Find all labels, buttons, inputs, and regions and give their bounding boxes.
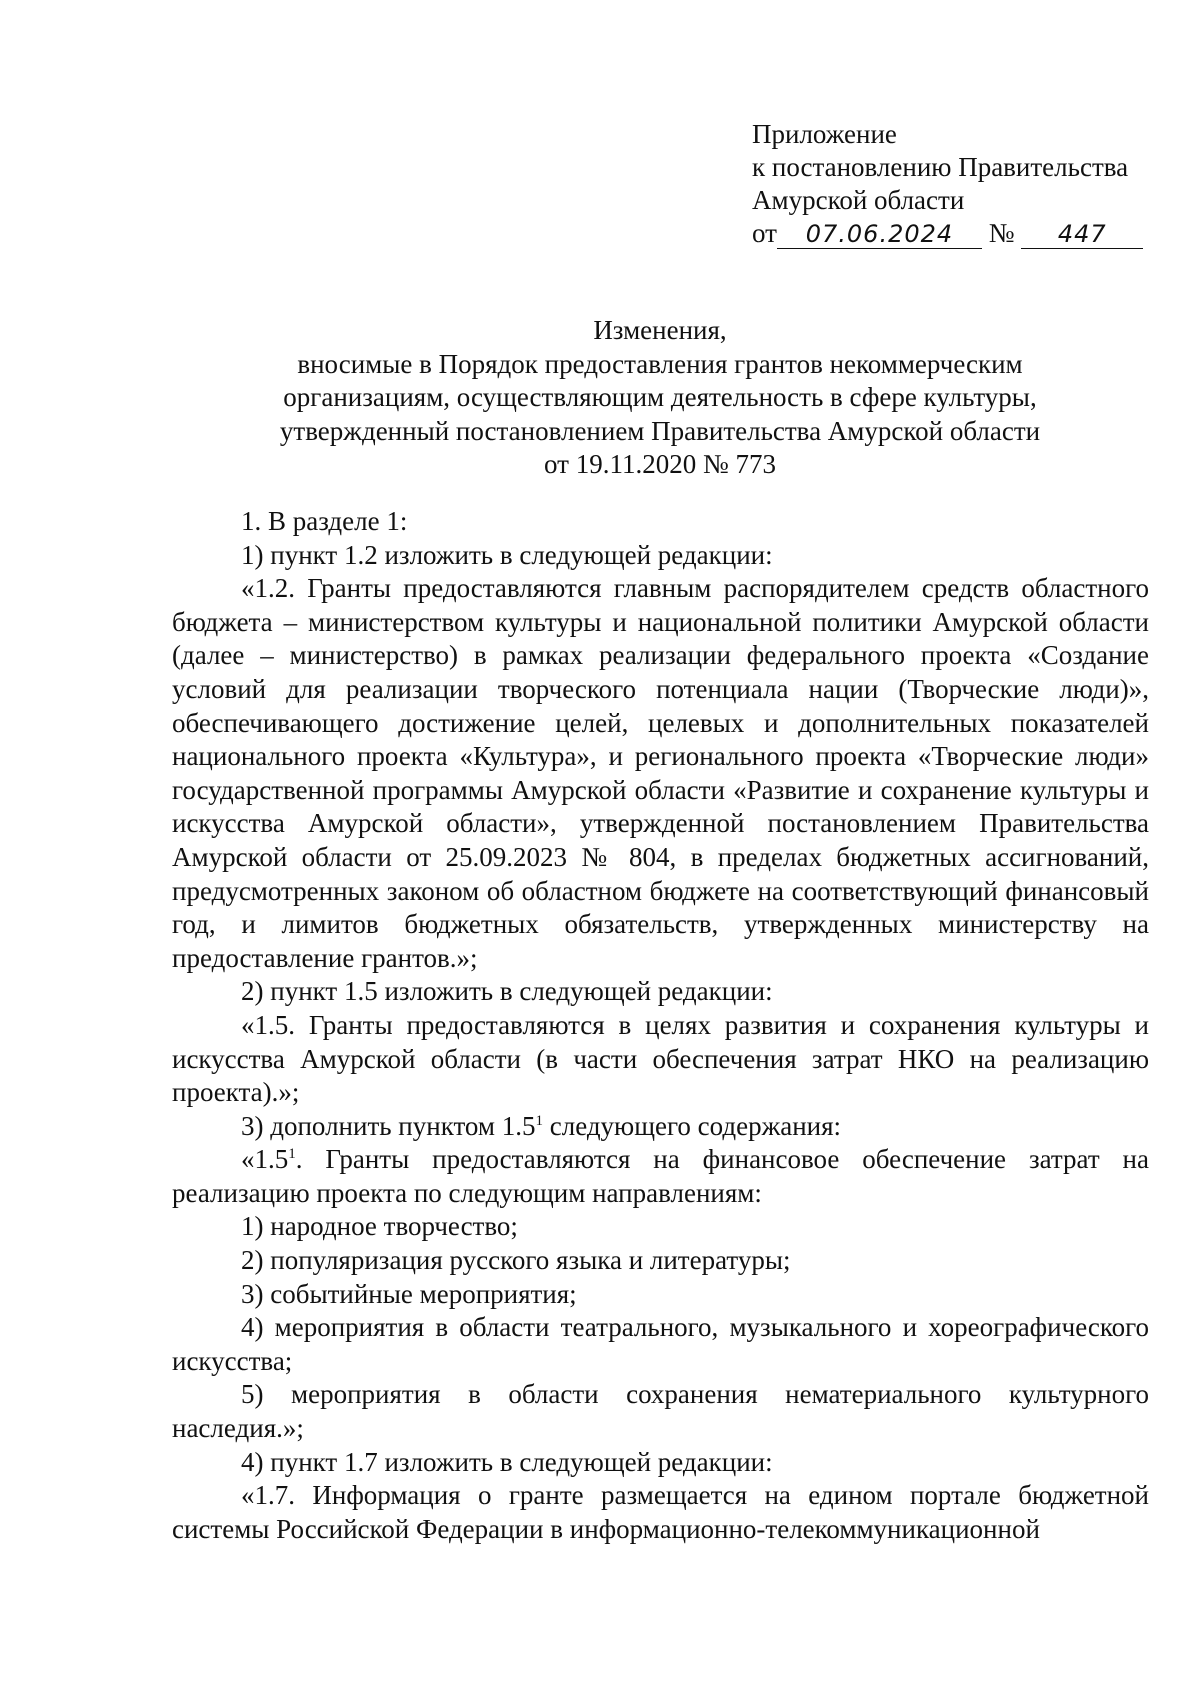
- handwritten-number: 447: [1021, 220, 1143, 249]
- paragraph-item-1-5-1-intro: [172, 1110, 1149, 1144]
- p6-text-b: следующего содержания:: [542, 1110, 842, 1141]
- appendix-date-number-line: [752, 217, 1172, 250]
- paragraph-section-1: 1. В разделе 1:: [241, 506, 408, 536]
- title-line-3: организациям, осуществляющим деятельность в сфере культуры,: [283, 382, 1037, 412]
- appendix-title: Приложение: [752, 119, 897, 149]
- document-body: [172, 505, 1149, 1546]
- list-item-1: 1) народное творчество;: [241, 1211, 518, 1242]
- appendix-resolution-ref: к постановлению Правительства: [752, 152, 1129, 182]
- paragraph-item-1-5-text: «1.5. Гранты предоставляются в целях развития и сохранения культуры и искусства Амурской области (в части обеспечения затрат НКО на реализацию проекта).»;: [172, 1009, 1149, 1108]
- handwritten-date: 07.06.2024: [777, 220, 982, 249]
- paragraph-item-1-7-text: «1.7. Информация о гранте размещается на едином портале бюджетной системы Российской Федерации в информационно-телекоммуникационной: [172, 1480, 1149, 1544]
- list-item-5: 5) мероприятия в области сохранения нематериального культурного наследия.»;: [172, 1379, 1149, 1444]
- title-line-1: Изменения,: [593, 315, 727, 345]
- title-line-4: утвержденный постановлением Правительства Амурской области: [279, 415, 1041, 446]
- p7-text-b: . Гранты предоставляются на финансовое обеспечение затрат на реализацию проекта по следующим направлениям:: [172, 1144, 1149, 1208]
- document-title: [240, 314, 1080, 482]
- appendix-header: [752, 118, 1172, 250]
- title-line-2: вносимые в Порядок предоставления грантов некоммерческим: [297, 348, 1023, 379]
- paragraph-item-1-7-intro: 4) пункт 1.7 изложить в следующей редакции:: [241, 1446, 773, 1477]
- paragraph-item-1-5-intro: 2) пункт 1.5 изложить в следующей редакции:: [241, 976, 773, 1007]
- p6-superscript: 1: [535, 1112, 543, 1129]
- list-item-3: 3) событийные мероприятия;: [241, 1278, 577, 1309]
- number-label: №: [988, 218, 1015, 248]
- p7-text-a: «1.5: [241, 1144, 289, 1175]
- from-label: от: [752, 218, 777, 248]
- paragraph-item-1-5-1-text: [172, 1143, 1149, 1210]
- paragraph-item-1-2-text: «1.2. Гранты предоставляются главным распорядителем средств областного бюджета – министерством культуры и национальной политики Амурской области (далее – министерство) в рамках реализации федерального проекта «Создание условий для реализации творческого потенциала нации (Творческие люди)», обеспечивающего достижение целей, целевых и дополнительных показателей национального проекта «Культура», и регионального проекта «Творческие люди» государственной программы Амурской области «Развитие и сохранение культуры и искусства Амурской области», утвержденной постановлением Правительства Амурской области от 25.09.2023 № 804, в пределах бюджетных ассигнований, предусмотренных законом об областном бюджете на соответствующий финансовый год, и лимитов бюджетных обязательств, утвержденных министерству на предоставление грантов.»;: [172, 573, 1149, 973]
- p7-superscript: 1: [288, 1146, 296, 1163]
- p6-text-a: 3) дополнить пунктом 1.5: [241, 1110, 536, 1141]
- list-item-2: 2) популяризация русского языка и литературы;: [241, 1245, 791, 1276]
- list-item-4: 4) мероприятия в области театрального, музыкального и хореографического искусства;: [172, 1312, 1149, 1376]
- title-line-5: от 19.11.2020 № 773: [544, 449, 776, 479]
- paragraph-item-1-2-intro: 1) пункт 1.2 изложить в следующей редакции:: [241, 539, 773, 570]
- appendix-region: Амурской области: [752, 185, 965, 215]
